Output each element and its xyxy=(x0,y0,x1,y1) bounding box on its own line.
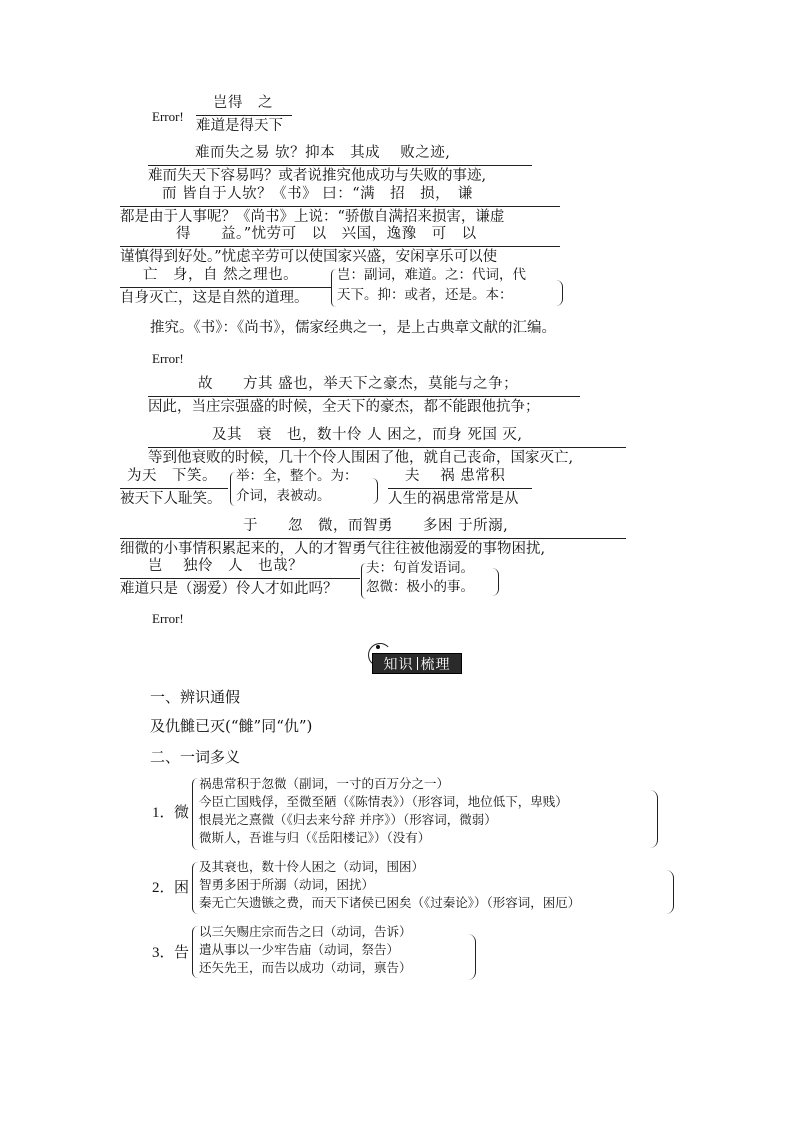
divider-line xyxy=(120,246,560,247)
section-title: 二、一词多义 xyxy=(150,748,241,766)
heading-label-right: 梳理 xyxy=(420,656,451,673)
divider-line xyxy=(120,578,360,579)
left-brace xyxy=(192,862,198,914)
error-marker-2: Error! xyxy=(152,351,184,366)
sense-item: 智勇多困于所溺（动词，困扰） xyxy=(199,877,375,892)
translation-line: 自身灭亡，这是自然的道理。 xyxy=(120,290,309,306)
left-brace xyxy=(331,269,336,307)
sense-item: 还矢先王，而告以成功（动词，禀告） xyxy=(199,960,412,975)
original-text-line: 难而失之易 欤？抑本 其成 败之迹, xyxy=(195,145,451,161)
right-brace xyxy=(492,568,499,596)
translation-line: 谨慎得到好处。”忧虑辛劳可以使国家兴盛，安闲享乐可以使 xyxy=(120,249,498,265)
heading-dot-icon xyxy=(376,645,380,649)
translation-line: 人生的祸患常常是从 xyxy=(388,491,519,507)
group-character: 告 xyxy=(174,943,190,961)
annotation-line: 夫：句首发语词。 xyxy=(366,560,474,576)
translation-line: 难而失天下容易吗？或者说推究他成功与失败的事迹, xyxy=(148,168,487,184)
original-text-line: 为天 下笑。 xyxy=(127,468,217,484)
divider-line xyxy=(120,538,626,539)
divider-line xyxy=(388,488,532,489)
group-number: 3． xyxy=(152,945,175,961)
original-text-line: 岂 独伶 人 也哉？ xyxy=(148,558,304,574)
sense-item: 以三矢赐庄宗而告之曰（动词，告诉） xyxy=(199,924,412,939)
left-brace xyxy=(230,472,235,506)
sense-item: 及其衰也，数十伶人困之（动词，围困） xyxy=(199,859,425,874)
original-text-line: 得 益。”忧劳可 以 兴国，逸豫 可 以 xyxy=(176,226,477,242)
divider-line xyxy=(148,447,626,448)
divider-line xyxy=(148,396,580,397)
translation-line: 细微的小事情积累起来的，人的才智勇气往往被他溺爱的事物困扰, xyxy=(120,541,546,557)
group-character: 困 xyxy=(174,878,190,896)
translation-line: 等到他衰败的时候，几十个伶人围困了他，就自己丧命，国家灭亡, xyxy=(148,450,574,466)
right-brace xyxy=(650,790,658,848)
right-brace xyxy=(556,280,563,306)
original-text-line: 亡 身，自 然之理也。 xyxy=(143,267,299,283)
sense-item: 秦无亡矢遗镞之费，而天下诸侯已困矣（《过秦论》）（形容词，困厄） xyxy=(199,895,581,910)
translation-line: 被天下人耻笑。 xyxy=(120,491,222,507)
sense-item: 恨晨光之熹微（《归去来兮辞 并序》）（形容词，微弱） xyxy=(199,812,497,827)
original-text-line: 夫 祸 患常积 xyxy=(405,468,506,484)
knowledge-summary-heading xyxy=(368,643,464,673)
section-title: 一、辨识通假 xyxy=(150,688,241,706)
section-content: 及仇雠已灭(“雠”同“仇”) xyxy=(150,717,313,735)
left-brace xyxy=(192,778,198,850)
translation-line: 难道只是（溺爱）伶人才如此吗？ xyxy=(120,581,338,597)
annotation-line: 忽微：极小的事。 xyxy=(366,579,474,595)
right-brace xyxy=(372,478,378,504)
divider-line xyxy=(120,206,560,207)
heading-label-left: 知识 xyxy=(383,656,414,673)
sense-item: 今臣亡国贱俘，至微至陋（《陈情表》）（形容词，地位低下，卑贱） xyxy=(199,794,568,809)
group-number: 2． xyxy=(152,880,175,896)
annotation-continuation: 推究。《书》：《尚书》，儒家经典之一，是上古典章文献的汇编。 xyxy=(150,320,556,336)
heading-separator xyxy=(417,657,418,670)
translation-line: 难道是得天下 xyxy=(196,118,283,134)
sense-item: 微斯人，吾谁与归（《岳阳楼记》）（没有） xyxy=(199,830,431,845)
group-number: 1． xyxy=(152,805,175,821)
group-character: 微 xyxy=(174,803,190,821)
left-brace xyxy=(192,926,198,978)
annotation-line: 举：全，整个。为： xyxy=(236,468,358,484)
divider-line xyxy=(196,115,292,116)
original-text-line: 而 皆自于人欤？《书》 曰：“满 招 损， 谦 xyxy=(162,186,473,202)
original-text-line: 及其 衰 也，数十伶 人 困之，而身 死国 灭, xyxy=(212,427,523,443)
error-marker-3: Error! xyxy=(152,611,184,626)
sense-item: 祸患常积于忽微（副词，一寸的百万分之一） xyxy=(199,776,450,791)
right-brace xyxy=(468,934,476,980)
annotation-line: 天下。抑：或者，还是。本： xyxy=(337,287,513,303)
right-brace xyxy=(666,870,674,914)
annotation-line: 介词，表被动。 xyxy=(236,488,331,504)
divider-line xyxy=(120,287,332,288)
sense-item: 遣从事以一少牢告庙（动词，祭告） xyxy=(199,942,400,957)
annotation-line: 岂：副词，难道。之：代词，代 xyxy=(337,267,526,283)
error-marker-1: Error! xyxy=(152,109,184,124)
divider-line xyxy=(120,488,228,489)
translation-line: 因此，当庄宗强盛的时候，全天下的豪杰，都不能跟他抗争； xyxy=(148,399,540,415)
original-text-line: 岂得 之 xyxy=(213,95,273,111)
original-text-line: 于 忽 微，而智勇 多困 于所溺, xyxy=(243,518,509,534)
original-text-line: 故 方其 盛也，举天下之豪杰，莫能与之争； xyxy=(198,376,519,392)
translation-line: 都是由于人事呢？《尚书》上说：“骄傲自满招来损害，谦虚 xyxy=(120,209,505,225)
divider-line xyxy=(148,165,532,166)
